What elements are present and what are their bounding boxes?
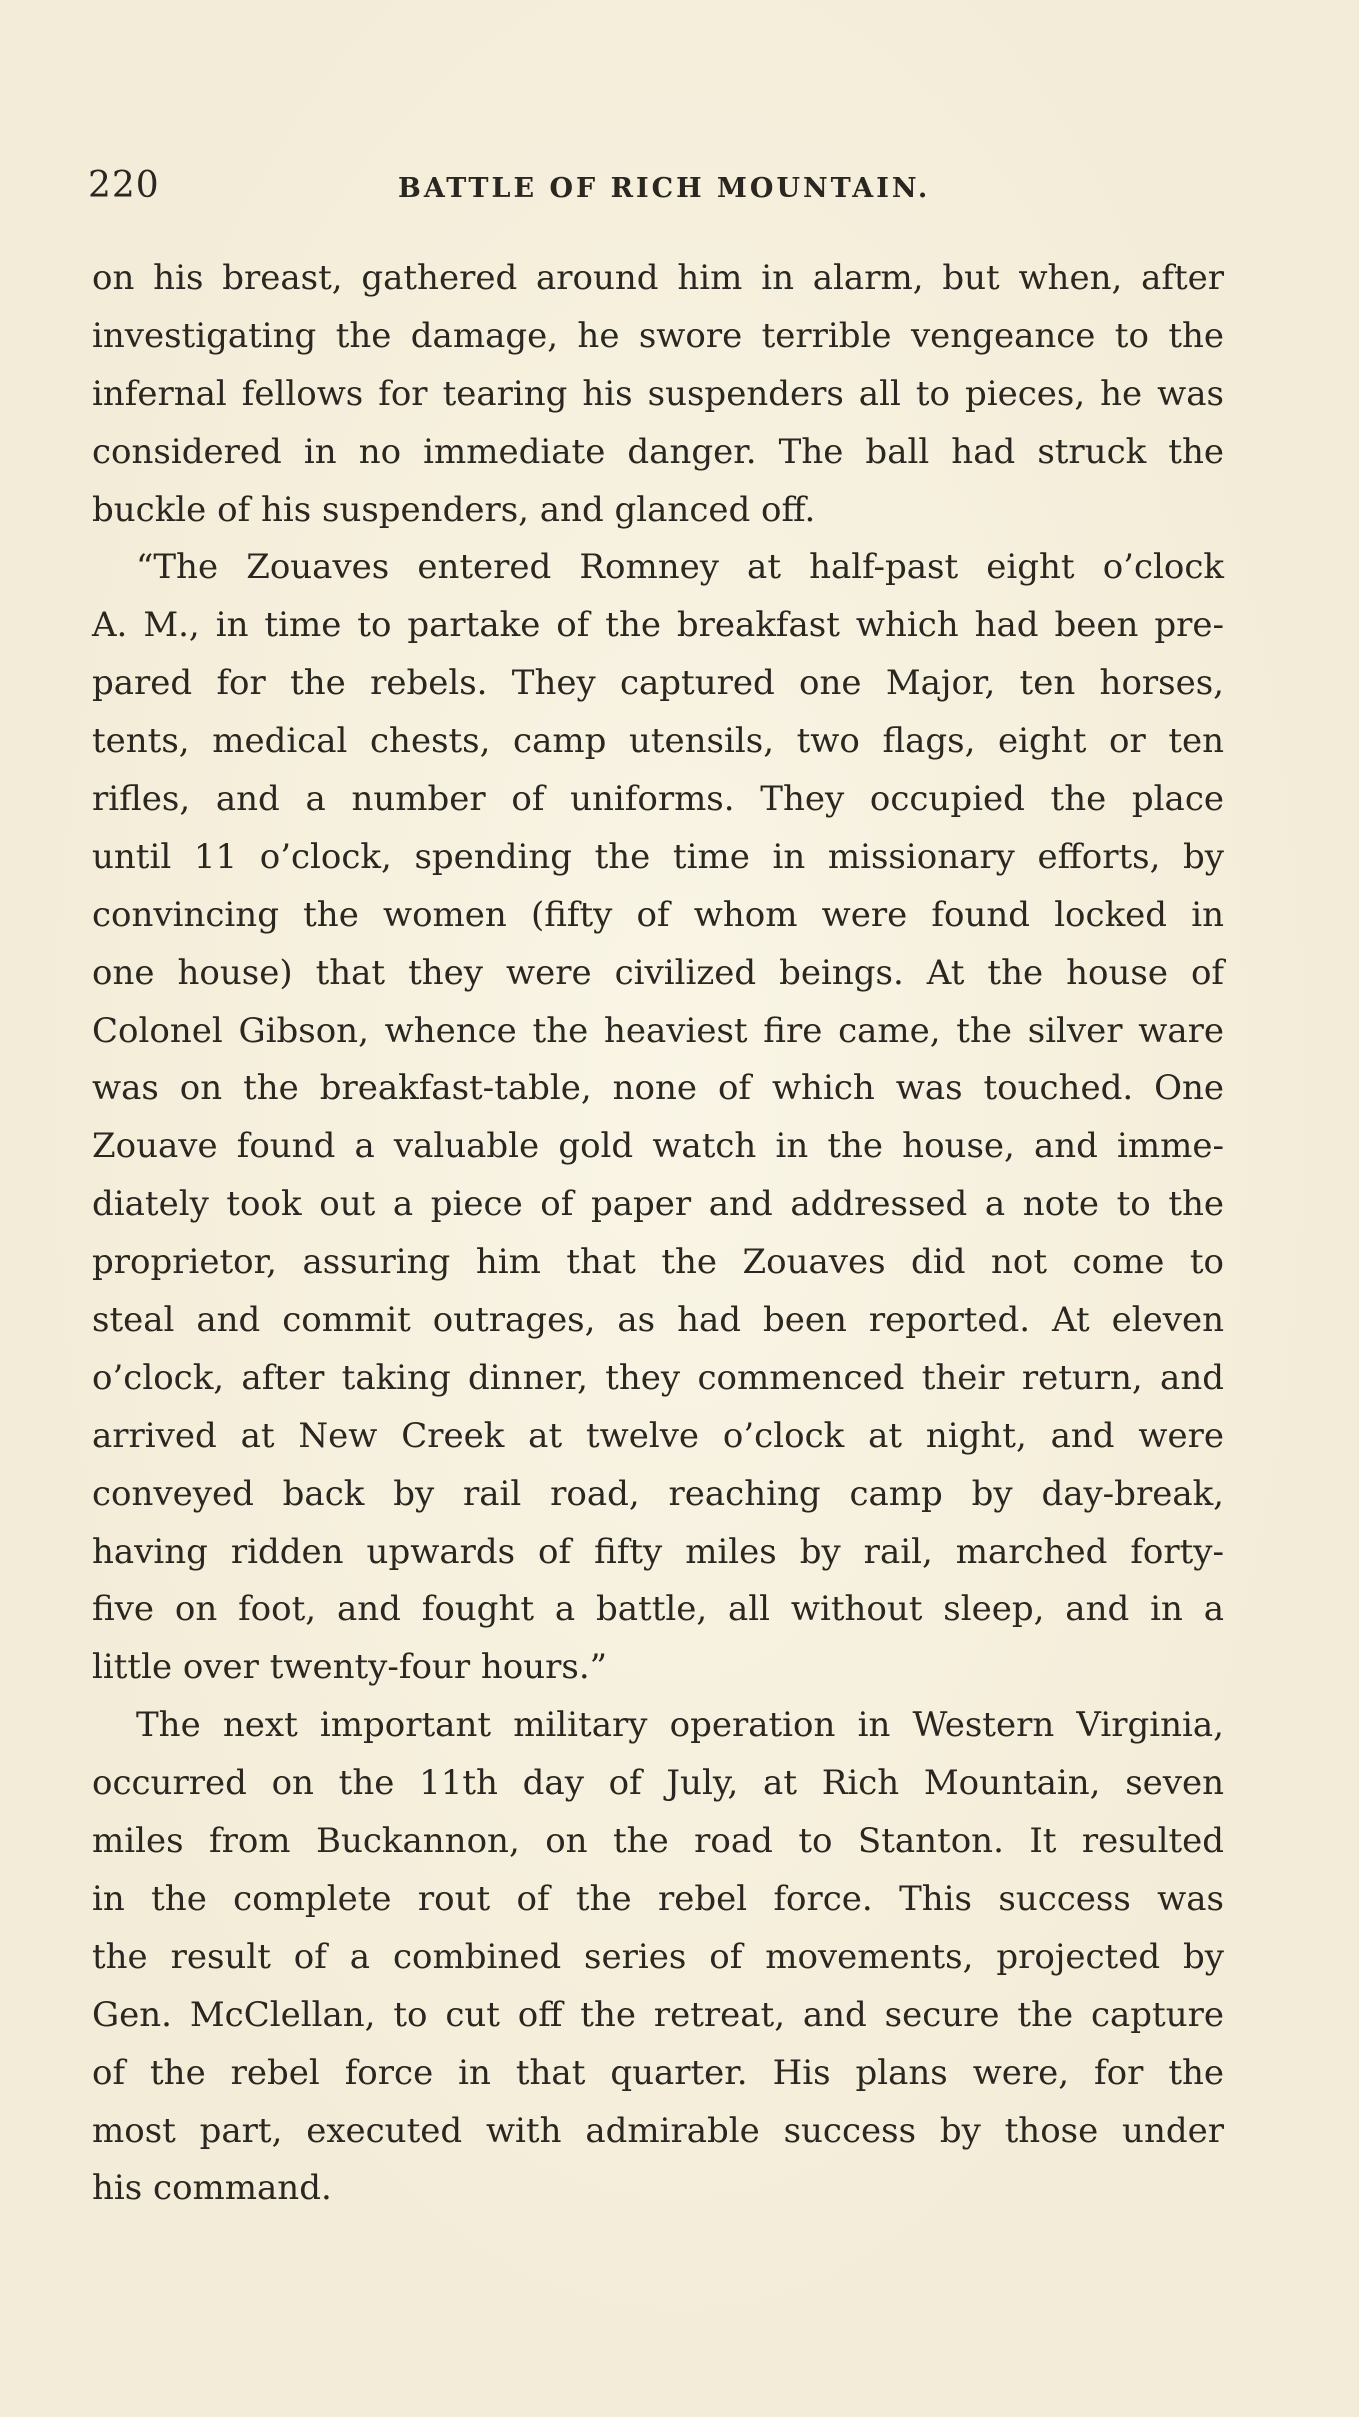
text-line: most part, executed with admirable success by those under [92, 2110, 1224, 2151]
page-number: 220 [88, 165, 160, 206]
text-line: five on foot, and fought a battle, all without sleep, and in a [92, 1589, 1224, 1630]
text-line: in the complete rout of the rebel force. This success was [92, 1878, 1224, 1919]
text-line: buckle of his suspenders, and glanced off. [92, 489, 816, 530]
text-line: diately took out a piece of paper and addressed a note to the [92, 1184, 1224, 1225]
text-line: A. M., in time to partake of the breakfast which had been pre- [92, 605, 1224, 646]
text-line: Gen. McClellan, to cut off the retreat, and secure the capture [92, 1994, 1224, 2035]
text-line: rifles, and a number of uniforms. They occupied the place [92, 779, 1224, 820]
text-line: considered in no immediate danger. The ball had struck the [92, 431, 1224, 472]
text-line: investigating the damage, he swore terrible vengeance to the [92, 315, 1224, 356]
text-line: little over twenty-four hours.” [92, 1647, 608, 1688]
text-line: Zouave found a valuable gold watch in the house, and imme- [92, 1126, 1224, 1167]
running-title: BATTLE OF RICH MOUNTAIN. [398, 173, 931, 204]
text-line: was on the breakfast-table, none of which was touched. One [92, 1068, 1224, 1109]
text-line: The next important military operation in Western Virginia, [136, 1705, 1224, 1746]
text-line: pared for the rebels. They captured one Major, ten horses, [92, 663, 1224, 704]
text-line: his command. [92, 2168, 332, 2209]
text-line: arrived at New Creek at twelve o’clock at night, and were [92, 1415, 1224, 1456]
text-line: tents, medical chests, camp utensils, two flags, eight or ten [92, 721, 1224, 762]
text-line: miles from Buckannon, on the road to Stanton. It resulted [92, 1821, 1224, 1862]
text-line: on his breast, gathered around him in alarm, but when, after [92, 258, 1224, 298]
text-line: of the rebel force in that quarter. His plans were, for the [92, 2052, 1224, 2093]
body-text [92, 250, 1224, 2218]
running-head [88, 165, 1238, 215]
text-line: occurred on the 11th day of July, at Rich Mountain, seven [92, 1763, 1224, 1804]
text-line: o’clock, after taking dinner, they commenced their return, and [92, 1357, 1224, 1398]
text-line: conveyed back by rail road, reaching camp by day-break, [92, 1473, 1224, 1514]
text-line: the result of a combined series of movements, projected by [92, 1936, 1224, 1977]
text-line: proprietor, assuring him that the Zouaves did not come to [92, 1242, 1224, 1283]
text-line: convincing the women (fifty of whom were found locked in [92, 894, 1224, 935]
text-line: one house) that they were civilized beings. At the house of [92, 952, 1224, 993]
text-line: infernal fellows for tearing his suspenders all to pieces, he was [92, 373, 1224, 414]
text-line: Colonel Gibson, whence the heaviest fire came, the silver ware [92, 1010, 1224, 1051]
text-line: until 11 o’clock, spending the time in missionary efforts, by [92, 836, 1224, 877]
text-line: “The Zouaves entered Romney at half-past eight o’clock [136, 547, 1224, 588]
text-line: steal and commit outrages, as had been reported. At eleven [92, 1300, 1224, 1341]
text-line: having ridden upwards of fifty miles by rail, marched forty- [92, 1531, 1224, 1572]
